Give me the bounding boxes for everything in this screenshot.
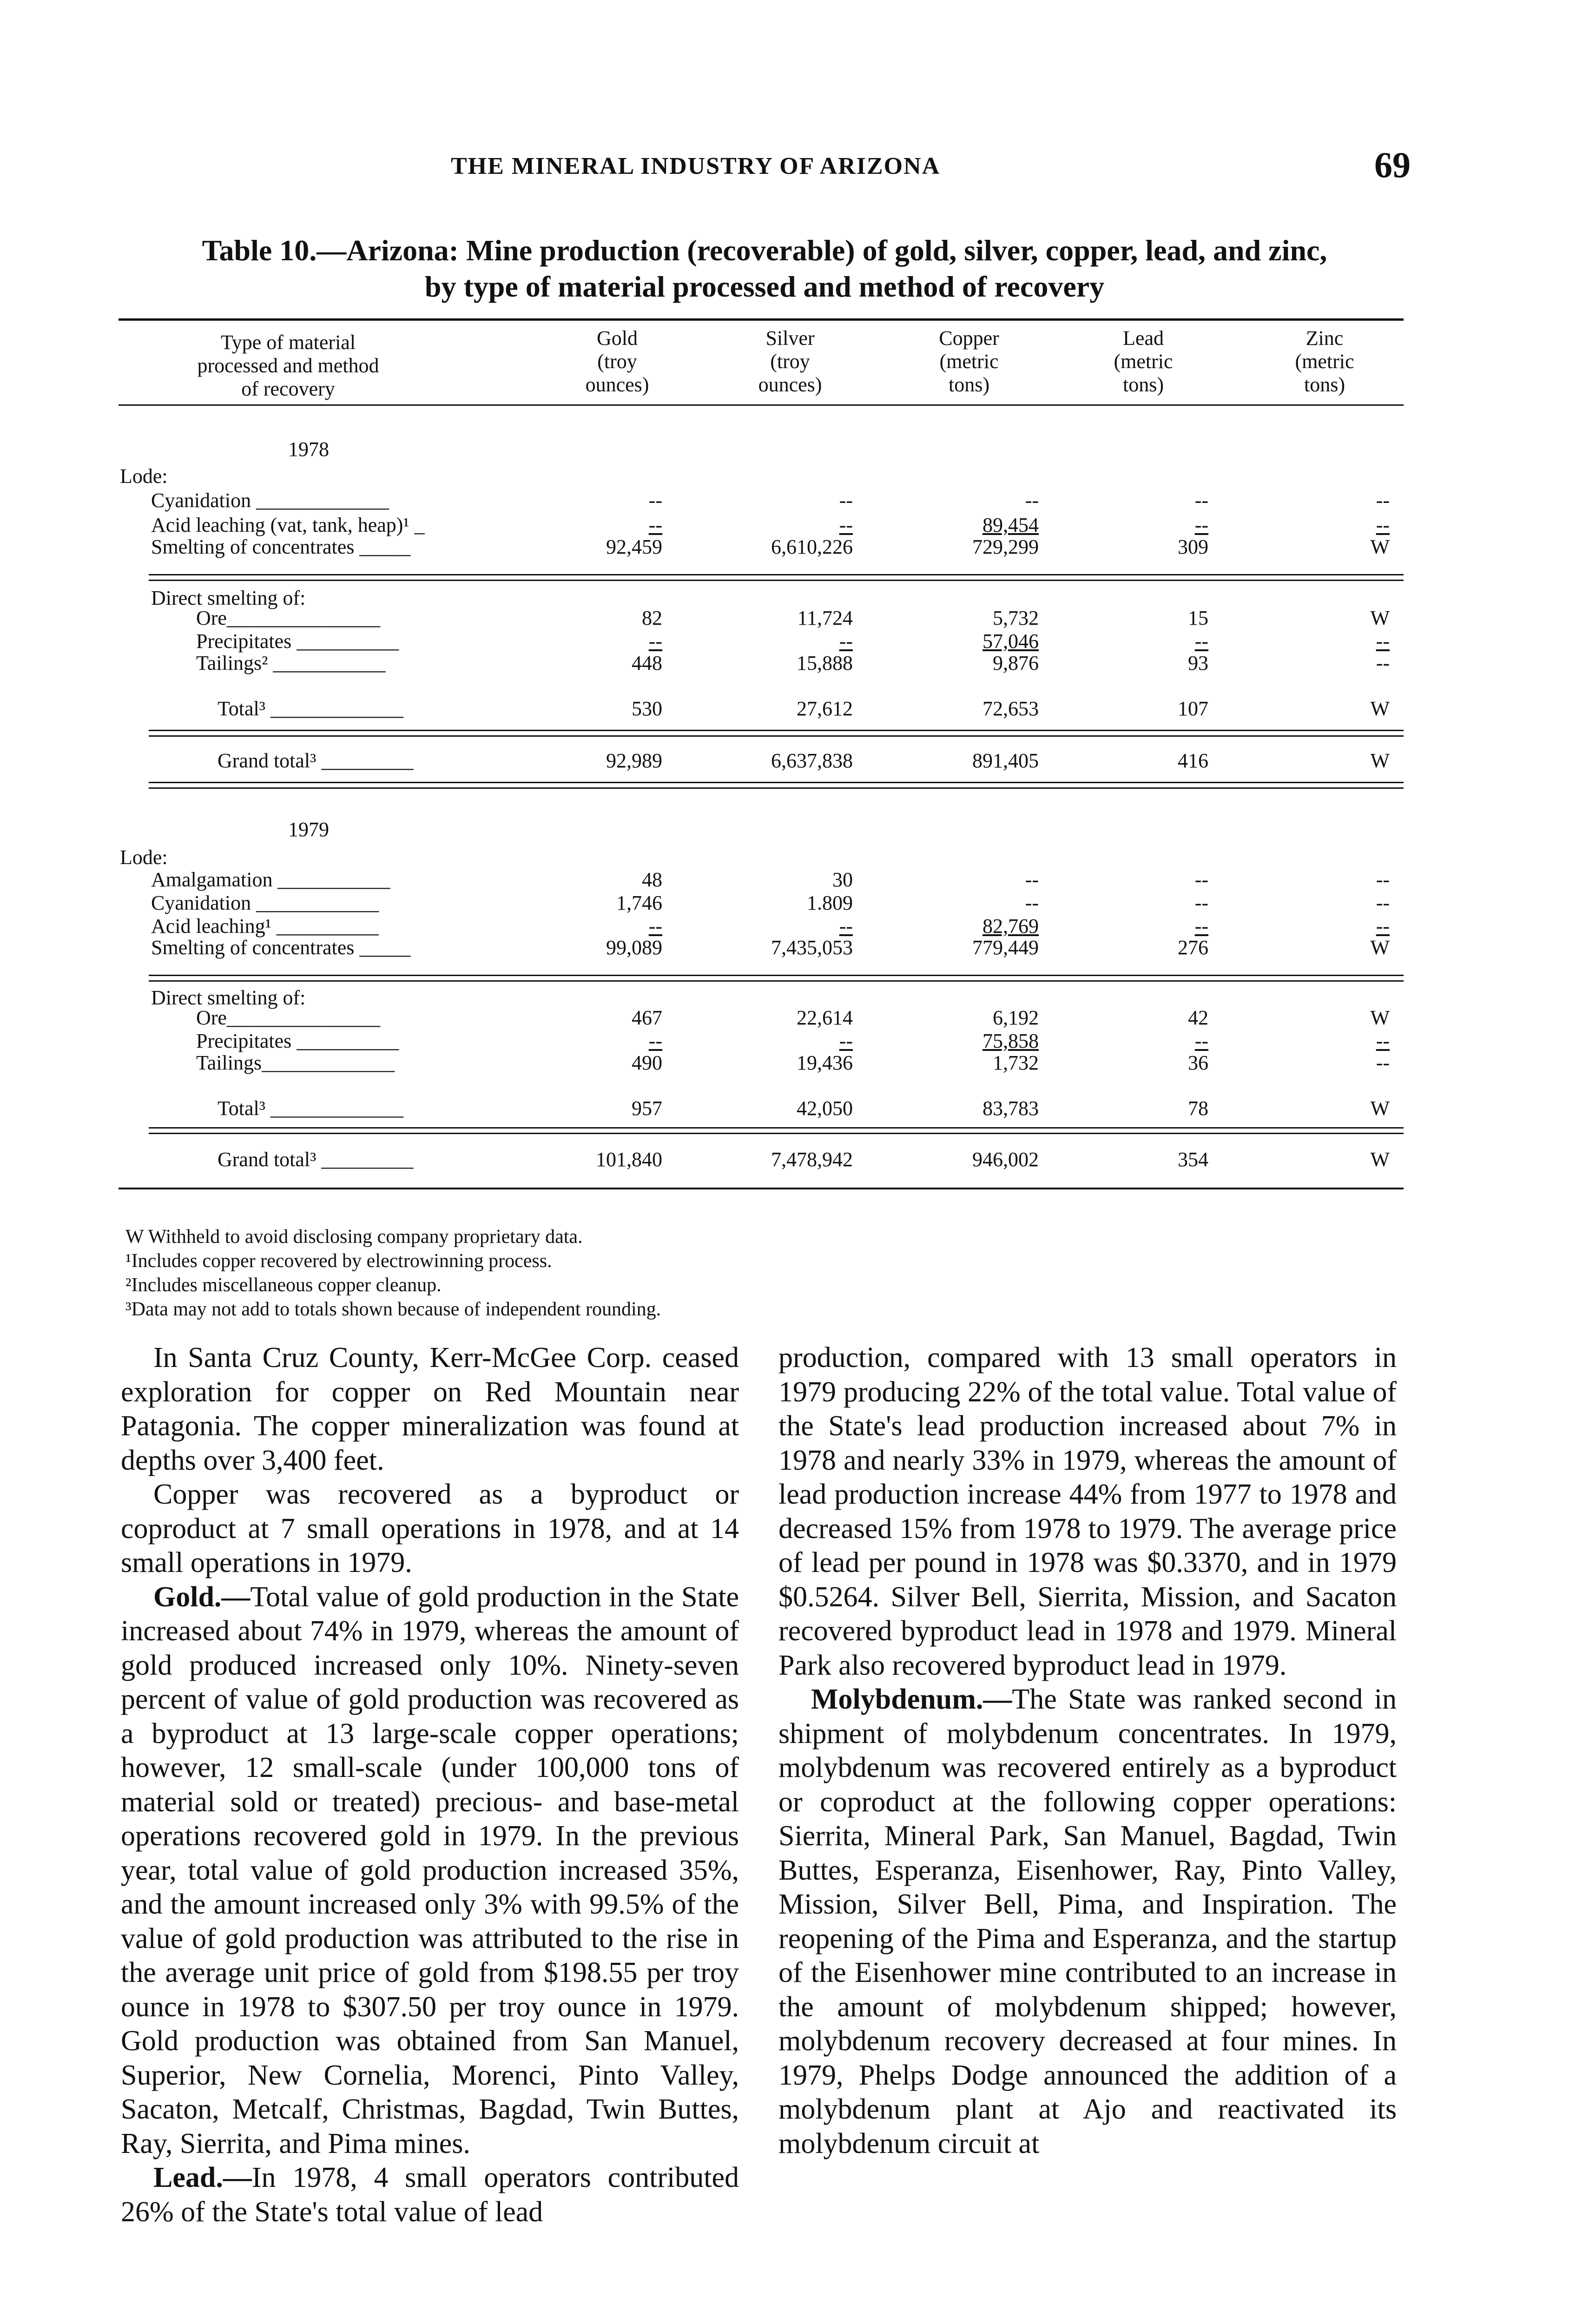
- row-1978-lode-2-value-0: 92,459: [606, 535, 662, 558]
- run-in-heading: Molybdenum.—: [811, 1684, 1012, 1715]
- column-header-3-line-1: (metric: [939, 350, 999, 373]
- row-1979-lode-0-value-3: --: [1194, 868, 1208, 891]
- row-1979-lode-0-value-4: --: [1376, 868, 1390, 891]
- row-1978-total-value-2: 72,653: [983, 697, 1039, 720]
- rule-1979-total-a: [149, 1127, 1404, 1129]
- direct-1979: Direct smelting of:: [151, 986, 306, 1009]
- paragraph-right-0: [778, 1341, 1397, 1683]
- row-1978-grand-value-4: W: [1370, 749, 1390, 772]
- paragraph-left-0: [121, 1341, 739, 1478]
- row-1979-direct-2-value-0: 490: [632, 1051, 662, 1074]
- rule-1978-grand-b: [149, 787, 1404, 789]
- row-1978-direct-2-label: Tailings² ___________: [196, 652, 386, 674]
- column-header-1: [547, 327, 687, 396]
- row-1979-lode-1-label: Cyanidation ____________: [151, 891, 379, 914]
- row-1978-direct-2-value-0: 448: [632, 652, 662, 674]
- column-header-1-line-1: (troy: [597, 350, 637, 373]
- row-1978-lode-0-value-0: --: [648, 489, 662, 512]
- row-1979-total-value-4: W: [1370, 1097, 1390, 1120]
- row-1979-direct-0-value-1: 22,614: [797, 1006, 853, 1029]
- body-column-right: [778, 1341, 1397, 2161]
- table-bottom-rule: [119, 1188, 1404, 1189]
- row-1979-grand-label: Grand total³ _________: [218, 1148, 414, 1171]
- row-1979-total-value-2: 83,783: [983, 1097, 1039, 1120]
- column-header-2-line-0: Silver: [765, 327, 815, 350]
- footnote-3: ³Data may not add to totals shown because of independent rounding.: [125, 1299, 661, 1320]
- row-1979-direct-0-value-4: W: [1370, 1006, 1390, 1029]
- row-1979-lode-3-value-3: 276: [1178, 936, 1208, 959]
- row-1979-lode-1-value-2: --: [1025, 891, 1039, 914]
- row-1978-lode-2-value-1: 6,610,226: [771, 535, 853, 558]
- row-1979-lode-3-value-4: W: [1370, 936, 1390, 959]
- row-1979-direct-0-label: Ore_______________: [196, 1006, 380, 1029]
- row-1979-direct-1-value-0: --: [648, 1030, 662, 1052]
- column-header-3-line-2: tons): [949, 373, 989, 396]
- column-header-4-line-1: (metric: [1114, 350, 1173, 373]
- paragraph-left-1: [121, 1478, 739, 1580]
- row-1978-direct-1-value-0: --: [648, 630, 662, 653]
- row-1978-lode-1-value-2: 89,454: [983, 514, 1039, 536]
- row-1979-total-value-3: 78: [1188, 1097, 1208, 1120]
- row-1979-lode-2-label: Acid leaching¹ __________: [151, 915, 379, 938]
- row-1978-lode-0-value-3: --: [1194, 489, 1208, 512]
- column-header-0-line-1: processed and method: [197, 354, 379, 377]
- row-1978-lode-2-value-3: 309: [1178, 535, 1208, 558]
- row-1979-lode-2-value-0: --: [648, 915, 662, 938]
- direct-1978: Direct smelting of:: [151, 587, 306, 609]
- row-1979-grand-value-2: 946,002: [972, 1148, 1039, 1171]
- paragraph-left-3: [121, 2161, 739, 2229]
- row-1979-direct-2-value-3: 36: [1188, 1051, 1208, 1074]
- column-header-5-line-2: tons): [1304, 373, 1345, 396]
- row-1978-lode-1-value-0: --: [648, 514, 662, 536]
- paragraph-left-2: [121, 1580, 739, 2161]
- run-in-heading: Gold.—: [153, 1581, 251, 1613]
- column-header-4: [1074, 327, 1213, 396]
- lode-1979: Lode:: [120, 846, 168, 869]
- row-1978-lode-1-value-3: --: [1194, 514, 1208, 536]
- row-1979-direct-1-label: Precipitates __________: [196, 1030, 399, 1052]
- row-1978-lode-2-value-2: 729,299: [972, 535, 1039, 558]
- row-1978-total-value-3: 107: [1178, 697, 1208, 720]
- row-1979-total-value-0: 957: [632, 1097, 662, 1120]
- paragraph-text: Total value of gold production in the State increased about 74% in 1979, whereas the amount of gold produced increased only 10%. Ninety-seven percent of value of gold production was recovered as a byproduct at 13 large-scale copper operations; however, 12 small-scale (under 100,000 tons of material sold or treated) precious- and base-metal operations recovered gold in 1979. In the previous year, total value of gold production increased 35%, and the amount increased only 3% with 99.5% of the value of gold production was attributed to the rise in the average unit price of gold from $198.55 per troy ounce in 1978 to $307.50 per troy ounce in 1979. Gold production was obtained from San Manuel, Superior, New Cornelia, Morenci, Pinto Valley, Sacaton, Metcalf, Christmas, Bagdad, Twin Buttes, Ray, Sierrita, and Pima mines.: [121, 1581, 739, 2159]
- row-1979-grand-value-3: 354: [1178, 1148, 1208, 1171]
- row-1978-direct-1-value-2: 57,046: [983, 630, 1039, 653]
- table-title-line-2: by type of material processed and method of recovery: [424, 270, 1105, 303]
- row-1979-lode-0-value-0: 48: [642, 868, 662, 891]
- row-1978-direct-0-value-0: 82: [642, 607, 662, 629]
- table-title-line-1: Table 10.—Arizona: Mine production (recoverable) of gold, silver, copper, lead, and zinc,: [202, 234, 1327, 267]
- column-header-5-line-1: (metric: [1295, 350, 1354, 373]
- rule-1978-total-a: [149, 730, 1404, 731]
- paragraph-text: The State was ranked second in shipment of molybdenum concentrates. In 1979, molybdenum was recovered entirely as a byproduct or coproduct at the following copper operations: Sierrita, Mineral Park, San Manuel, Bagdad, Twin Buttes, Esperanza, Eisenhower, Ray, Pinto Valley, Mission, Silver Bell, Pima, and Inspiration. The reopening of the Pima and Esperanza, and the startup of the Eisenhower mine contributed to an increase in the amount of molybdenum shipped; however, molybdenum recovery decreased at four mines. In 1979, Phelps Dodge announced the addition of a molybdenum plant at Ajo and reactivated its molybdenum circuit at: [778, 1684, 1397, 2159]
- row-1978-total-label: Total³ _____________: [218, 697, 403, 720]
- row-1978-lode-2-value-4: W: [1370, 535, 1390, 558]
- row-1978-total-value-4: W: [1370, 697, 1390, 720]
- row-1978-direct-0-value-4: W: [1370, 607, 1390, 629]
- running-title: THE MINERAL INDUSTRY OF ARIZONA: [451, 153, 941, 179]
- header-bottom-rule: [119, 404, 1404, 406]
- running-head: [119, 144, 1411, 195]
- row-1979-lode-2-value-4: --: [1376, 915, 1390, 938]
- page-number: 69: [1374, 145, 1411, 185]
- column-header-4-line-0: Lead: [1123, 327, 1164, 350]
- row-1978-direct-0-value-3: 15: [1188, 607, 1208, 629]
- row-1979-total-value-1: 42,050: [797, 1097, 853, 1120]
- row-1979-lode-2-value-3: --: [1194, 915, 1208, 938]
- row-1978-grand-label: Grand total³ _________: [218, 749, 414, 772]
- rule-1978-lode-b: [149, 580, 1404, 581]
- row-1979-direct-2-value-1: 19,436: [797, 1051, 853, 1074]
- row-1979-direct-0-value-0: 467: [632, 1006, 662, 1029]
- paragraph-text: In Santa Cruz County, Kerr-McGee Corp. ceased exploration for copper on Red Mountain near Patagonia. The copper mineralization was found at depths over 3,400 feet.: [121, 1342, 739, 1476]
- row-1978-direct-1-value-4: --: [1376, 630, 1390, 653]
- column-header-3: [899, 327, 1039, 396]
- row-1979-direct-1-value-1: --: [839, 1030, 853, 1052]
- run-in-heading: Lead.—: [153, 2162, 252, 2193]
- row-1979-direct-0-value-3: 42: [1188, 1006, 1208, 1029]
- row-1978-total-value-0: 530: [632, 697, 662, 720]
- table-footnotes: [125, 1225, 661, 1321]
- table-top-rule: [119, 318, 1404, 321]
- column-header-1-line-2: ounces): [585, 373, 649, 396]
- row-1979-total-label: Total³ _____________: [218, 1097, 403, 1120]
- column-header-0-line-2: of recovery: [241, 377, 335, 400]
- row-1979-lode-1-value-1: 1.809: [807, 891, 853, 914]
- row-1978-direct-1-label: Precipitates __________: [196, 630, 399, 653]
- column-header-3-line-0: Copper: [939, 327, 999, 350]
- row-1978-lode-0-label: Cyanidation _____________: [151, 489, 389, 512]
- row-1978-total-value-1: 27,612: [797, 697, 853, 720]
- year-1979: 1979: [288, 818, 329, 841]
- row-1978-direct-0-value-1: 11,724: [797, 607, 853, 629]
- row-1979-direct-1-value-4: --: [1376, 1030, 1390, 1052]
- row-1978-grand-value-3: 416: [1178, 749, 1208, 772]
- paragraph-text: In 1978, 4 small operators contributed 26% of the State's total value of lead: [121, 2162, 739, 2228]
- row-1979-lode-0-value-1: 30: [832, 868, 853, 891]
- rule-1978-grand-a: [149, 782, 1404, 783]
- row-1978-direct-1-value-3: --: [1194, 630, 1208, 653]
- row-1978-direct-0-value-2: 5,732: [993, 607, 1039, 629]
- row-1979-grand-value-4: W: [1370, 1148, 1390, 1171]
- column-header-0: [158, 331, 418, 401]
- column-header-4-line-2: tons): [1123, 373, 1164, 396]
- row-1979-direct-2-value-4: --: [1376, 1051, 1390, 1074]
- row-1979-direct-1-value-2: 75,858: [983, 1030, 1039, 1052]
- footnote-w: W Withheld to avoid disclosing company proprietary data.: [125, 1226, 583, 1248]
- row-1979-lode-1-value-3: --: [1194, 891, 1208, 914]
- rule-1979-lode-a: [149, 975, 1404, 976]
- rule-1979-lode-b: [149, 980, 1404, 982]
- row-1979-lode-3-value-2: 779,449: [972, 936, 1039, 959]
- row-1979-lode-3-value-0: 99,089: [606, 936, 662, 959]
- rule-1978-lode-a: [149, 574, 1404, 575]
- row-1979-direct-2-value-2: 1,732: [993, 1051, 1039, 1074]
- row-1979-lode-3-label: Smelting of concentrates _____: [151, 936, 411, 959]
- column-header-1-line-0: Gold: [597, 327, 638, 350]
- row-1978-lode-1-value-1: --: [839, 514, 853, 536]
- row-1978-grand-value-0: 92,989: [606, 749, 662, 772]
- row-1979-lode-1-value-4: --: [1376, 891, 1390, 914]
- row-1979-direct-1-value-3: --: [1194, 1030, 1208, 1052]
- row-1979-lode-2-value-2: 82,769: [983, 915, 1039, 938]
- row-1979-lode-3-value-1: 7,435,053: [771, 936, 853, 959]
- row-1978-lode-1-value-4: --: [1376, 514, 1390, 536]
- row-1978-direct-2-value-1: 15,888: [797, 652, 853, 674]
- paragraph-right-1: [778, 1683, 1397, 2161]
- footnote-2: ²Includes miscellaneous copper cleanup.: [125, 1274, 442, 1296]
- row-1979-lode-2-value-1: --: [839, 915, 853, 938]
- row-1978-direct-0-label: Ore_______________: [196, 607, 380, 629]
- row-1978-direct-2-value-2: 9,876: [993, 652, 1039, 674]
- paragraph-text: production, compared with 13 small operators in 1979 producing 22% of the total value. Total value of the State's lead production increased about 7% in 1978 and nearly 33% in 1979, whereas the amount of lead production increase 44% from 1977 to 1978 and decreased 15% from 1978 to 1979. The average price of lead per pound in 1978 was $0.3370, and in 1979 $0.5264. Silver Bell, Sierrita, Mission, and Sacaton recovered byproduct lead in 1978 and 1979. Mineral Park also recovered byproduct lead in 1979.: [778, 1342, 1397, 1681]
- year-1978: 1978: [288, 438, 329, 461]
- row-1979-lode-0-label: Amalgamation ___________: [151, 868, 390, 891]
- row-1978-lode-1-label: Acid leaching (vat, tank, heap)¹ _: [151, 514, 425, 536]
- column-header-2: [720, 327, 860, 396]
- paragraph-text: Copper was recovered as a byproduct or coproduct at 7 small operations in 1978, and at 14 small operations in 1979.: [121, 1479, 739, 1578]
- row-1979-direct-2-label: Tailings_____________: [196, 1051, 395, 1074]
- row-1978-direct-2-value-4: --: [1376, 652, 1390, 674]
- column-header-5-line-0: Zinc: [1306, 327, 1344, 350]
- row-1978-lode-0-value-1: --: [839, 489, 853, 512]
- rule-1978-total-b: [149, 735, 1404, 737]
- rule-1979-total-b: [149, 1133, 1404, 1134]
- row-1978-direct-1-value-1: --: [839, 630, 853, 653]
- row-1979-direct-0-value-2: 6,192: [993, 1006, 1039, 1029]
- row-1978-grand-value-1: 6,637,838: [771, 749, 853, 772]
- row-1979-grand-value-0: 101,840: [596, 1148, 662, 1171]
- column-header-0-line-0: Type of material: [220, 331, 356, 354]
- table-title: [119, 232, 1411, 305]
- row-1979-lode-1-value-0: 1,746: [616, 891, 662, 914]
- row-1978-direct-2-value-3: 93: [1188, 652, 1208, 674]
- row-1978-lode-2-label: Smelting of concentrates _____: [151, 535, 411, 558]
- row-1978-grand-value-2: 891,405: [972, 749, 1039, 772]
- row-1978-lode-0-value-2: --: [1025, 489, 1039, 512]
- lode-1978: Lode:: [120, 465, 168, 488]
- column-header-2-line-2: ounces): [758, 373, 822, 396]
- row-1979-lode-0-value-2: --: [1025, 868, 1039, 891]
- row-1978-lode-0-value-4: --: [1376, 489, 1390, 512]
- row-1979-grand-value-1: 7,478,942: [771, 1148, 853, 1171]
- column-header-2-line-1: (troy: [770, 350, 810, 373]
- footnote-1: ¹Includes copper recovered by electrowinning process.: [125, 1250, 552, 1272]
- column-header-5: [1255, 327, 1394, 396]
- body-column-left: [121, 1341, 739, 2229]
